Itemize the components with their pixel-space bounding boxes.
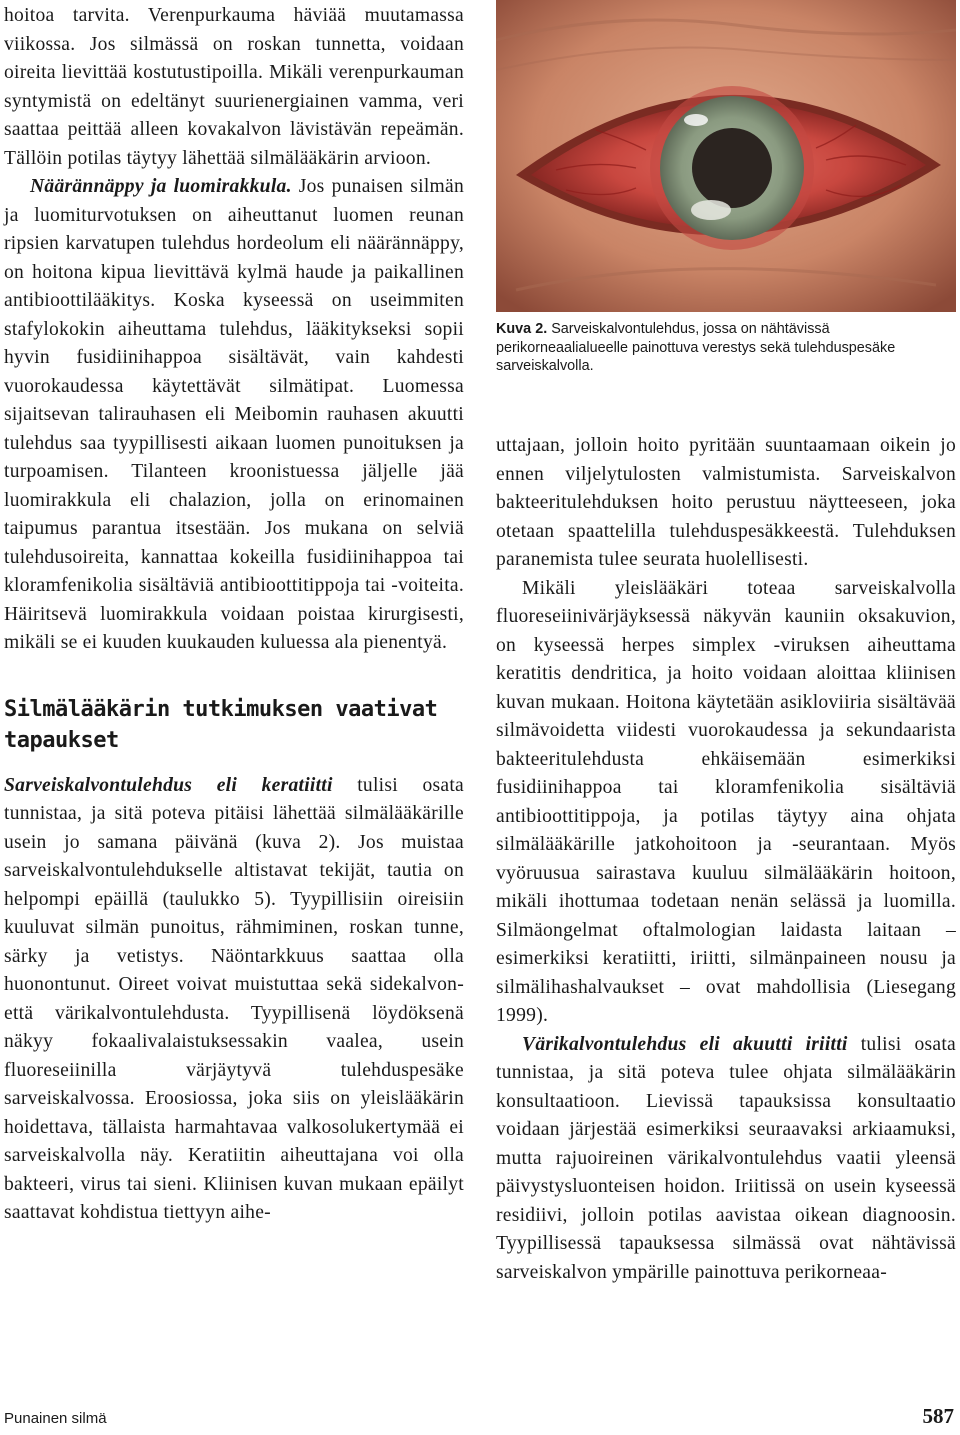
paragraph-keratitis	[4, 772, 464, 1228]
run-in-heading-keratitis: Sarveiskalvontulehdus eli keratiitti	[4, 774, 333, 796]
figure-caption-text: Sarveiskalvontulehdus, jossa on nähtävissä perikorneaalialueelle painottuva verestys sekä tulehduspesäke sarveiskalvolla.	[496, 321, 896, 375]
corneal-infiltrate	[691, 200, 731, 220]
run-in-heading-iritis: Värikalvontulehdus eli akuutti iriitti	[522, 1033, 848, 1055]
paragraph-stye	[4, 173, 464, 658]
paragraph-iritis-text: tulisi osata tunnistaa, ja sitä poteva tulee ohjata silmälääkärin konsultaatioon. Lievissä tapauksissa konsultaatio voidaan järjestää esimerkiksi seuraavaksi arkiaamuksi, mutta rajuoireinen värikalvontulehdus vaatii yleensä päivystysluonteisen hoidon. Iriitissä on usein kyseessä residiivi, jolloin potilas aavistaa oikean diagnoosin. Tyypillisessä tapauksessa silmässä ovat nähtävissä sarveiskalvon ympärille painottuva perikorneaa-	[496, 1033, 956, 1283]
paragraph-hemorrhage: hoitoa tarvita. Verenpurkauma häviää muutamassa viikossa. Jos silmässä on roskan tunnetta, voidaan oireita lievittää kostutustipoilla. Mikäli verenpurkauman syntymistä on edeltänyt suurienergiainen vamma, veri saattaa peittää alleen kovakalvon lävistävän repeämän. Tällöin potilas täytyy lähettää silmälääkärin arvioon.	[4, 5, 464, 169]
paragraph-stye-text: Jos punaisen silmän ja luomiturvotuksen on aiheuttanut luomen reunan ripsien karvatupen tulehdus hordeolum eli näärännäppy, on hoitona kipua lievittävä kylmä haude ja paikallinen antibioottilääkitys. Koska kyseessä on useimmiten stafylokokin aiheuttama tulehdus, lääkitykseksi sopii hyvin fusidiinihappoa sisältävät, vain kahdesti vuorokaudessa käytettävät silmätipat. Luomessa sijaitsevan talirauhasen eli Meibomin rauhasen akuutti tulehdus saa tyypillisesti aikaan luomen punoituksen ja turpoamisen. Tilanteen kroonistuessa jäljelle jää luomirakkula eli chalazion, jolla on erinomainen taipumus parantua itsestään. Jos mukana on selviä tulehdusoireita, kannattaa kokeilla fusidiinihappoa tai kloramfenikolia sisältäviä antibioottitippoja tai -voiteita. Häiritsevä luomirakkula voidaan poistaa kirurgisesti, mikäli se ei kuuden kuukauden kuluessa ala pienentyä.	[4, 176, 464, 653]
right-column	[496, 432, 956, 1287]
page-number: 587	[922, 1404, 954, 1428]
section-heading	[4, 694, 464, 756]
paragraph-culture: uttajaan, jolloin hoito pyritään suuntaamaan oikein jo ennen viljelytulosten valmistumista. Sarveiskalvon bakteeritulehduksen hoito perustuu näytteeseen, joka otetaan spaattelilla tulehduspesäkkeestä. Tulehduksen paranemista tulee seurata huolellisesti.	[496, 435, 956, 570]
section-heading-line2: tapaukset	[4, 727, 119, 753]
paragraph-herpes: Mikäli yleislääkäri toteaa sarveiskalvolla fluoreseiinivärjäyksessä näkyvän kauniin oksakuvion, on kyseessä herpes simplex -viruksen aiheuttama keratitis dendritica, ja hoito voidaan aloittaa kliinisen kuvan mukaan. Hoitona käytetään asikloviiria sisältävää silmävoidetta viidesti vuorokaudessa ja sekundaarista bakteeritulehdusta ehkäisemään esimerkiksi fusidiinihappoa tai kloramfenikolia sisältäviä antibioottitippoja, ja potilas täytyy aina ohjata silmälääkärille jatkohoitoon ja -seurantaan. Myös vyöruusua sairastava kuuluu silmälääkärin hoitoon, mikäli ihottumaa todetaan nenän selässä ja luomilla. Silmäongelmat oftalmologian laidasta laitaan – esimerkiksi keratiitti, iriitti, silmänpaineen nousu ja silmälihashalvaukset – ovat mahdollisia (Liesegang 1999).	[496, 577, 956, 1026]
figure-caption	[496, 320, 956, 376]
eye-photo	[496, 0, 956, 312]
paragraph-iritis	[496, 1031, 956, 1288]
run-in-heading-stye: Näärännäppy ja luomirakkula.	[30, 176, 292, 197]
paragraph-keratitis-text: tulisi osata tunnistaa, ja sitä poteva pitäisi lähettää silmälääkärille usein jo samana päivänä (kuva 2). Jos muistaa sarveiskalvontulehdukselle altistavat tekijät, tautia on helpompi epäillä (taulukko 5). Tyypillisiin oireisiin kuuluvat silmän punoitus, rähmiminen, roskan tunne, särky ja vetistys. Näöntarkkuus saattaa olla huonontunut. Oireet voivat muistuttaa sekä sidekalvon- että värikalvontulehdusta. Tyypillisenä löydöksenä näkyy fokaalivalaistuksessakin vaalea, usein fluoreseiinilla värjäytyvä tulehduspesäke sarveiskalvossa. Eroosiossa, joka siis on yleislääkärin hoidettava, tällaista harmahtavaa valkosolukertymää ei sarveiskalvolla näy. Keratiitin aiheuttajana voi olla bakteeri, virus tai sieni. Kliinisen kuvan mukaan epäilyt saattavat kohdistua tiettyyn aihe-	[4, 774, 464, 1223]
light-reflex	[684, 114, 708, 126]
left-column	[4, 2, 464, 1228]
figure-label: Kuva 2.	[496, 321, 548, 337]
eye-illustration	[496, 0, 956, 312]
running-footer: Punainen silmä	[4, 1410, 107, 1427]
section-heading-line1: Silmälääkärin tutkimuksen vaativat	[4, 696, 438, 722]
pupil	[692, 128, 772, 208]
